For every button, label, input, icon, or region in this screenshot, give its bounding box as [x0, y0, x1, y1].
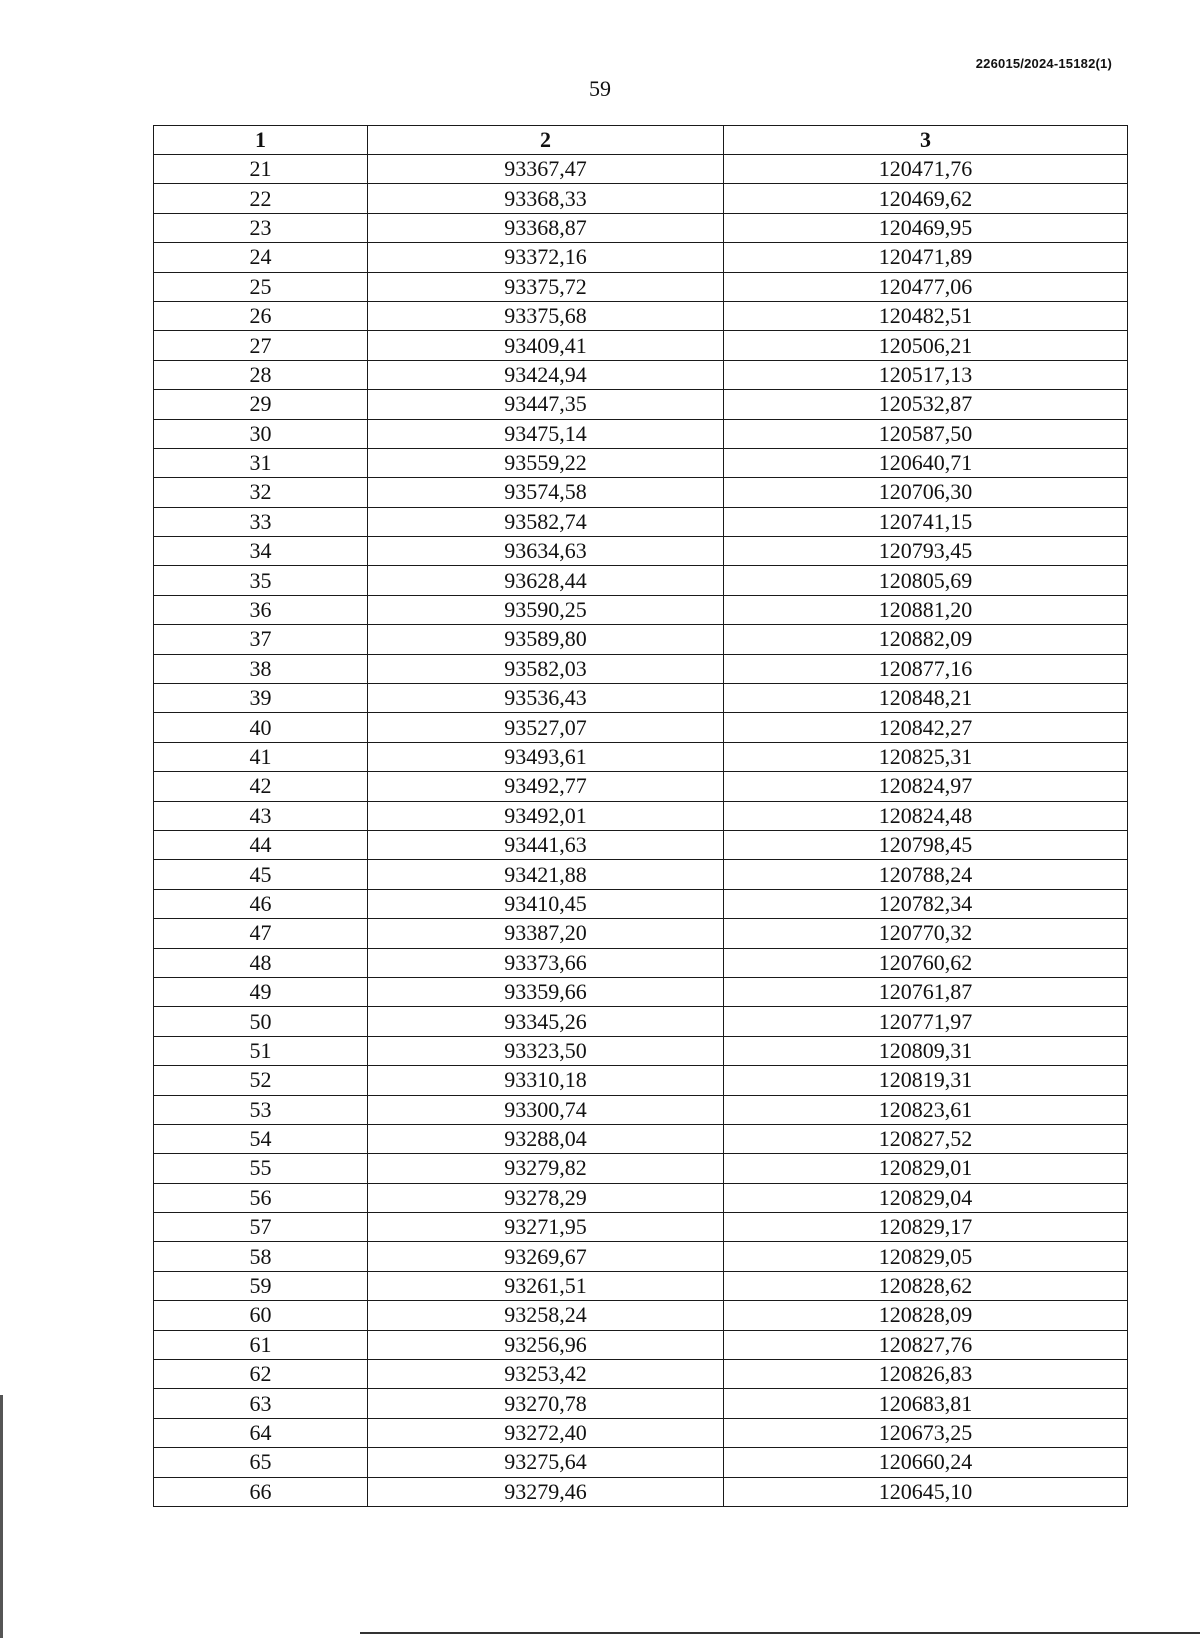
y-coordinate-cell: 120471,76 [724, 155, 1128, 184]
x-coordinate-cell: 93590,25 [368, 595, 724, 624]
y-coordinate-cell: 120829,05 [724, 1242, 1128, 1271]
x-coordinate-cell: 93559,22 [368, 448, 724, 477]
x-coordinate-cell: 93410,45 [368, 889, 724, 918]
point-number-cell: 24 [154, 243, 368, 272]
point-number-cell: 55 [154, 1154, 368, 1183]
point-number-cell: 49 [154, 977, 368, 1006]
y-coordinate-cell: 120824,48 [724, 801, 1128, 830]
scan-edge-mark [0, 1395, 3, 1638]
y-coordinate-cell: 120823,61 [724, 1095, 1128, 1124]
y-coordinate-cell: 120771,97 [724, 1007, 1128, 1036]
point-number-cell: 25 [154, 272, 368, 301]
x-coordinate-cell: 93253,42 [368, 1360, 724, 1389]
table-row [154, 801, 1128, 830]
y-coordinate-cell: 120788,24 [724, 860, 1128, 889]
x-coordinate-cell: 93345,26 [368, 1007, 724, 1036]
table-row [154, 448, 1128, 477]
y-coordinate-cell: 120805,69 [724, 566, 1128, 595]
point-number-cell: 52 [154, 1066, 368, 1095]
table-row [154, 889, 1128, 918]
x-coordinate-cell: 93582,03 [368, 654, 724, 683]
y-coordinate-cell: 120842,27 [724, 713, 1128, 742]
coordinates-table [153, 125, 1128, 1507]
table-row [154, 1448, 1128, 1477]
x-coordinate-cell: 93634,63 [368, 537, 724, 566]
table-row [154, 860, 1128, 889]
y-coordinate-cell: 120827,76 [724, 1330, 1128, 1359]
document-id: 226015/2024-15182(1) [975, 56, 1112, 71]
point-number-cell: 45 [154, 860, 368, 889]
y-coordinate-cell: 120469,95 [724, 213, 1128, 242]
table-row [154, 243, 1128, 272]
y-coordinate-cell: 120828,09 [724, 1301, 1128, 1330]
x-coordinate-cell: 93272,40 [368, 1418, 724, 1447]
y-coordinate-cell: 120660,24 [724, 1448, 1128, 1477]
y-coordinate-cell: 120793,45 [724, 537, 1128, 566]
point-number-cell: 30 [154, 419, 368, 448]
table-row [154, 742, 1128, 771]
x-coordinate-cell: 93536,43 [368, 684, 724, 713]
point-number-cell: 34 [154, 537, 368, 566]
column-header: 2 [368, 126, 724, 155]
point-number-cell: 56 [154, 1183, 368, 1212]
y-coordinate-cell: 120881,20 [724, 595, 1128, 624]
point-number-cell: 41 [154, 742, 368, 771]
table-row [154, 1154, 1128, 1183]
y-coordinate-cell: 120587,50 [724, 419, 1128, 448]
table-row [154, 1301, 1128, 1330]
point-number-cell: 31 [154, 448, 368, 477]
point-number-cell: 61 [154, 1330, 368, 1359]
point-number-cell: 65 [154, 1448, 368, 1477]
table-row [154, 1477, 1128, 1506]
x-coordinate-cell: 93424,94 [368, 360, 724, 389]
x-coordinate-cell: 93368,33 [368, 184, 724, 213]
y-coordinate-cell: 120506,21 [724, 331, 1128, 360]
y-coordinate-cell: 120770,32 [724, 919, 1128, 948]
table-row [154, 772, 1128, 801]
y-coordinate-cell: 120482,51 [724, 301, 1128, 330]
y-coordinate-cell: 120782,34 [724, 889, 1128, 918]
table-row [154, 977, 1128, 1006]
y-coordinate-cell: 120469,62 [724, 184, 1128, 213]
y-coordinate-cell: 120673,25 [724, 1418, 1128, 1447]
point-number-cell: 22 [154, 184, 368, 213]
y-coordinate-cell: 120798,45 [724, 830, 1128, 859]
x-coordinate-cell: 93359,66 [368, 977, 724, 1006]
point-number-cell: 64 [154, 1418, 368, 1447]
table-row [154, 301, 1128, 330]
x-coordinate-cell: 93492,77 [368, 772, 724, 801]
point-number-cell: 33 [154, 507, 368, 536]
point-number-cell: 48 [154, 948, 368, 977]
point-number-cell: 32 [154, 478, 368, 507]
point-number-cell: 66 [154, 1477, 368, 1506]
y-coordinate-cell: 120645,10 [724, 1477, 1128, 1506]
x-coordinate-cell: 93447,35 [368, 390, 724, 419]
x-coordinate-cell: 93421,88 [368, 860, 724, 889]
x-coordinate-cell: 93323,50 [368, 1036, 724, 1065]
table-body [154, 155, 1128, 1507]
y-coordinate-cell: 120882,09 [724, 625, 1128, 654]
x-coordinate-cell: 93278,29 [368, 1183, 724, 1212]
x-coordinate-cell: 93288,04 [368, 1124, 724, 1153]
point-number-cell: 47 [154, 919, 368, 948]
point-number-cell: 35 [154, 566, 368, 595]
point-number-cell: 57 [154, 1213, 368, 1242]
y-coordinate-cell: 120761,87 [724, 977, 1128, 1006]
table-row [154, 1066, 1128, 1095]
point-number-cell: 54 [154, 1124, 368, 1153]
table-row [154, 419, 1128, 448]
table-row [154, 184, 1128, 213]
point-number-cell: 51 [154, 1036, 368, 1065]
point-number-cell: 37 [154, 625, 368, 654]
table-row [154, 919, 1128, 948]
y-coordinate-cell: 120848,21 [724, 684, 1128, 713]
x-coordinate-cell: 93492,01 [368, 801, 724, 830]
table-row [154, 1095, 1128, 1124]
y-coordinate-cell: 120827,52 [724, 1124, 1128, 1153]
x-coordinate-cell: 93310,18 [368, 1066, 724, 1095]
point-number-cell: 29 [154, 390, 368, 419]
x-coordinate-cell: 93387,20 [368, 919, 724, 948]
point-number-cell: 28 [154, 360, 368, 389]
table-row [154, 1389, 1128, 1418]
y-coordinate-cell: 120706,30 [724, 478, 1128, 507]
table-row [154, 1036, 1128, 1065]
y-coordinate-cell: 120741,15 [724, 507, 1128, 536]
table-row [154, 830, 1128, 859]
y-coordinate-cell: 120828,62 [724, 1271, 1128, 1300]
table-row [154, 1418, 1128, 1447]
point-number-cell: 62 [154, 1360, 368, 1389]
x-coordinate-cell: 93256,96 [368, 1330, 724, 1359]
table-row [154, 537, 1128, 566]
table-row [154, 654, 1128, 683]
point-number-cell: 43 [154, 801, 368, 830]
page-number: 59 [589, 76, 611, 101]
y-coordinate-cell: 120760,62 [724, 948, 1128, 977]
x-coordinate-cell: 93269,67 [368, 1242, 724, 1271]
y-coordinate-cell: 120471,89 [724, 243, 1128, 272]
table-row [154, 213, 1128, 242]
table-row [154, 1330, 1128, 1359]
x-coordinate-cell: 93372,16 [368, 243, 724, 272]
point-number-cell: 63 [154, 1389, 368, 1418]
y-coordinate-cell: 120825,31 [724, 742, 1128, 771]
point-number-cell: 23 [154, 213, 368, 242]
header-row [154, 126, 1128, 155]
table-row [154, 272, 1128, 301]
point-number-cell: 26 [154, 301, 368, 330]
x-coordinate-cell: 93475,14 [368, 419, 724, 448]
table-row [154, 1183, 1128, 1212]
y-coordinate-cell: 120826,83 [724, 1360, 1128, 1389]
x-coordinate-cell: 93275,64 [368, 1448, 724, 1477]
table-header [154, 126, 1128, 155]
table-row [154, 625, 1128, 654]
y-coordinate-cell: 120640,71 [724, 448, 1128, 477]
x-coordinate-cell: 93271,95 [368, 1213, 724, 1242]
table-row [154, 507, 1128, 536]
table-row [154, 155, 1128, 184]
column-header: 1 [154, 126, 368, 155]
table-row [154, 360, 1128, 389]
point-number-cell: 60 [154, 1301, 368, 1330]
x-coordinate-cell: 93574,58 [368, 478, 724, 507]
point-number-cell: 50 [154, 1007, 368, 1036]
x-coordinate-cell: 93279,82 [368, 1154, 724, 1183]
x-coordinate-cell: 93628,44 [368, 566, 724, 595]
point-number-cell: 59 [154, 1271, 368, 1300]
point-number-cell: 27 [154, 331, 368, 360]
point-number-cell: 42 [154, 772, 368, 801]
table-row [154, 1124, 1128, 1153]
point-number-cell: 21 [154, 155, 368, 184]
table-row [154, 1213, 1128, 1242]
x-coordinate-cell: 93368,87 [368, 213, 724, 242]
point-number-cell: 36 [154, 595, 368, 624]
x-coordinate-cell: 93375,68 [368, 301, 724, 330]
x-coordinate-cell: 93375,72 [368, 272, 724, 301]
y-coordinate-cell: 120877,16 [724, 654, 1128, 683]
x-coordinate-cell: 93279,46 [368, 1477, 724, 1506]
table-row [154, 1007, 1128, 1036]
y-coordinate-cell: 120477,06 [724, 272, 1128, 301]
x-coordinate-cell: 93582,74 [368, 507, 724, 536]
point-number-cell: 38 [154, 654, 368, 683]
table-row [154, 390, 1128, 419]
x-coordinate-cell: 93300,74 [368, 1095, 724, 1124]
table-row [154, 566, 1128, 595]
y-coordinate-cell: 120819,31 [724, 1066, 1128, 1095]
table-row [154, 1271, 1128, 1300]
y-coordinate-cell: 120683,81 [724, 1389, 1128, 1418]
x-coordinate-cell: 93493,61 [368, 742, 724, 771]
x-coordinate-cell: 93367,47 [368, 155, 724, 184]
bottom-rule [360, 1632, 1200, 1634]
table-row [154, 595, 1128, 624]
x-coordinate-cell: 93589,80 [368, 625, 724, 654]
y-coordinate-cell: 120829,17 [724, 1213, 1128, 1242]
x-coordinate-cell: 93258,24 [368, 1301, 724, 1330]
table-row [154, 478, 1128, 507]
x-coordinate-cell: 93261,51 [368, 1271, 724, 1300]
x-coordinate-cell: 93373,66 [368, 948, 724, 977]
y-coordinate-cell: 120517,13 [724, 360, 1128, 389]
table-row [154, 1360, 1128, 1389]
table-row [154, 1242, 1128, 1271]
y-coordinate-cell: 120829,04 [724, 1183, 1128, 1212]
y-coordinate-cell: 120809,31 [724, 1036, 1128, 1065]
point-number-cell: 44 [154, 830, 368, 859]
point-number-cell: 40 [154, 713, 368, 742]
point-number-cell: 58 [154, 1242, 368, 1271]
x-coordinate-cell: 93441,63 [368, 830, 724, 859]
point-number-cell: 39 [154, 684, 368, 713]
x-coordinate-cell: 93409,41 [368, 331, 724, 360]
table-row [154, 713, 1128, 742]
table-row [154, 948, 1128, 977]
y-coordinate-cell: 120532,87 [724, 390, 1128, 419]
column-header: 3 [724, 126, 1128, 155]
y-coordinate-cell: 120829,01 [724, 1154, 1128, 1183]
y-coordinate-cell: 120824,97 [724, 772, 1128, 801]
x-coordinate-cell: 93527,07 [368, 713, 724, 742]
point-number-cell: 53 [154, 1095, 368, 1124]
table-row [154, 331, 1128, 360]
table-row [154, 684, 1128, 713]
point-number-cell: 46 [154, 889, 368, 918]
x-coordinate-cell: 93270,78 [368, 1389, 724, 1418]
